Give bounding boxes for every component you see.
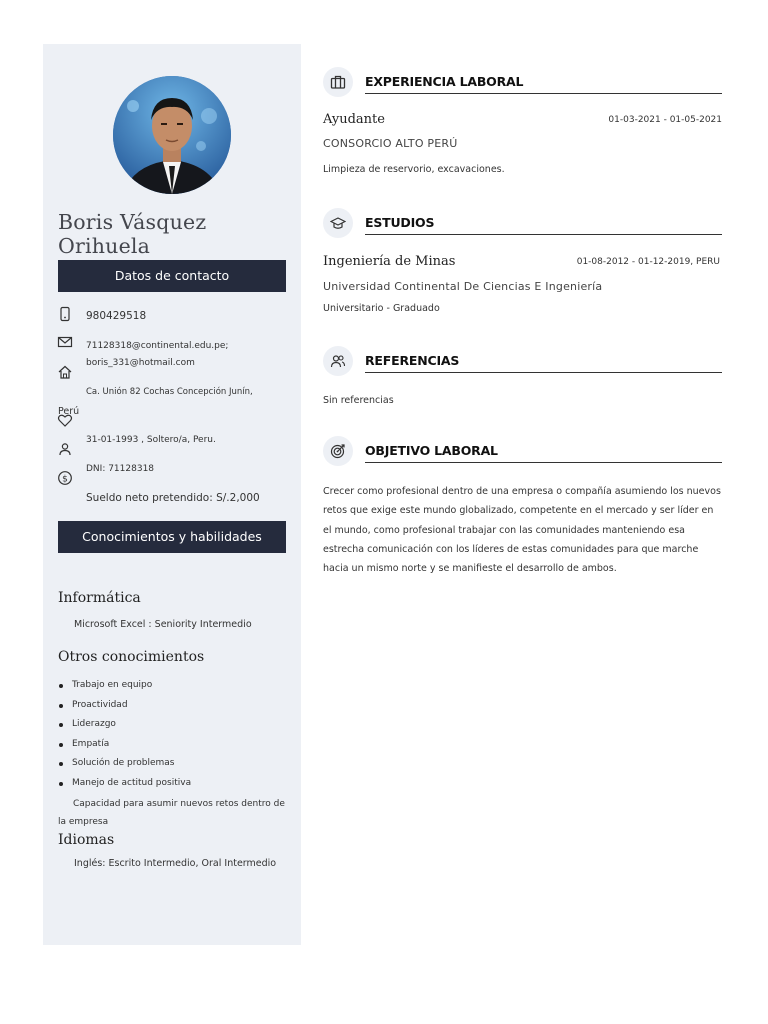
skill-bullet-item: Liderazgo	[58, 715, 293, 735]
idiomas-title: Idiomas	[58, 832, 115, 848]
target-icon	[323, 436, 353, 466]
dollar-icon	[57, 470, 73, 486]
skill-bullet-item: Solución de problemas	[58, 754, 293, 774]
objective-header	[323, 436, 722, 468]
degree-dates: 01-08-2012 - 01-12-2019, PERU	[576, 257, 720, 267]
references-divider	[365, 372, 722, 373]
graduation-cap-icon	[323, 208, 353, 238]
school-name: Universidad Continental De Ciencias E Ingeniería	[323, 280, 603, 293]
avatar	[113, 76, 231, 194]
contact-section-header: Datos de contacto	[58, 260, 286, 292]
experience-divider	[365, 93, 722, 94]
skill-bullet-item: Trabajo en equipo	[58, 676, 293, 696]
otros-extra: Capacidad para asumir nuevos retos dentro de la empresa	[58, 799, 285, 827]
idiomas-item: Inglés: Escrito Intermedio, Oral Intermedio	[74, 858, 277, 869]
skill-bullet-item: Empatía	[58, 735, 293, 755]
phone-number: 980429518	[86, 310, 147, 322]
candidate-name: Boris Vásquez Orihuela	[58, 210, 207, 258]
education-title: ESTUDIOS	[365, 215, 435, 230]
phone-icon	[57, 306, 73, 322]
people-icon	[323, 346, 353, 376]
skills-section-header: Conocimientos y habilidades	[58, 521, 286, 553]
expected-salary: Sueldo neto pretendido: S/.2,000	[86, 492, 260, 504]
email-secondary: boris_331@hotmail.com	[86, 358, 195, 368]
objective-text: Crecer como profesional dentro de una empresa o compañía asumiendo los nuevos retos que exige este mundo globalizado, competente en el mercado y ser líder en el mundo, como profesional trabajar con las comunidades manteniendo esa estrecha comunicación con los líderes de estas comunidades para que marche hacia un mismo norte y se manifieste el desarrollo de ambos.	[323, 486, 721, 575]
birth-status: 31-01-1993 , Soltero/a, Peru.	[86, 435, 216, 445]
education-header	[323, 208, 722, 240]
home-icon	[57, 364, 73, 380]
envelope-icon	[57, 334, 73, 350]
skill-bullet-item: Proactividad	[58, 696, 293, 716]
otros-title: Otros conocimientos	[58, 649, 205, 665]
objective-divider	[365, 462, 722, 463]
references-header	[323, 346, 722, 378]
experience-title: EXPERIENCIA LABORAL	[365, 74, 524, 89]
dni: DNI: 71128318	[86, 464, 155, 474]
informatica-item: Microsoft Excel : Seniority Intermedio	[74, 619, 252, 630]
address-line2: Perú	[58, 406, 80, 417]
otros-list	[58, 676, 293, 793]
svg-text:$: $	[62, 474, 68, 485]
address-line1: Ca. Unión 82 Cochas Concepción Junín,	[86, 387, 253, 397]
job-dates: 01-03-2021 - 01-05-2021	[608, 115, 722, 125]
briefcase-icon	[323, 67, 353, 97]
degree-level: Universitario - Graduado	[323, 303, 440, 314]
job-role: Ayudante	[323, 112, 385, 127]
job-company: CONSORCIO ALTO PERÚ	[323, 137, 458, 150]
job-description: Limpieza de reservorio, excavaciones.	[323, 164, 505, 175]
informatica-title: Informática	[58, 590, 141, 606]
email-primary: 71128318@continental.edu.pe;	[86, 341, 229, 351]
references-text: Sin referencias	[323, 395, 394, 406]
education-divider	[365, 234, 722, 235]
references-title: REFERENCIAS	[365, 353, 460, 368]
objective-title: OBJETIVO LABORAL	[365, 443, 498, 458]
skill-bullet-item: Manejo de actitud positiva	[58, 774, 293, 794]
heart-icon	[57, 412, 73, 428]
sidebar	[43, 44, 301, 945]
experience-header	[323, 67, 722, 99]
degree-name: Ingeniería de Minas	[323, 254, 456, 269]
person-icon	[57, 441, 73, 457]
